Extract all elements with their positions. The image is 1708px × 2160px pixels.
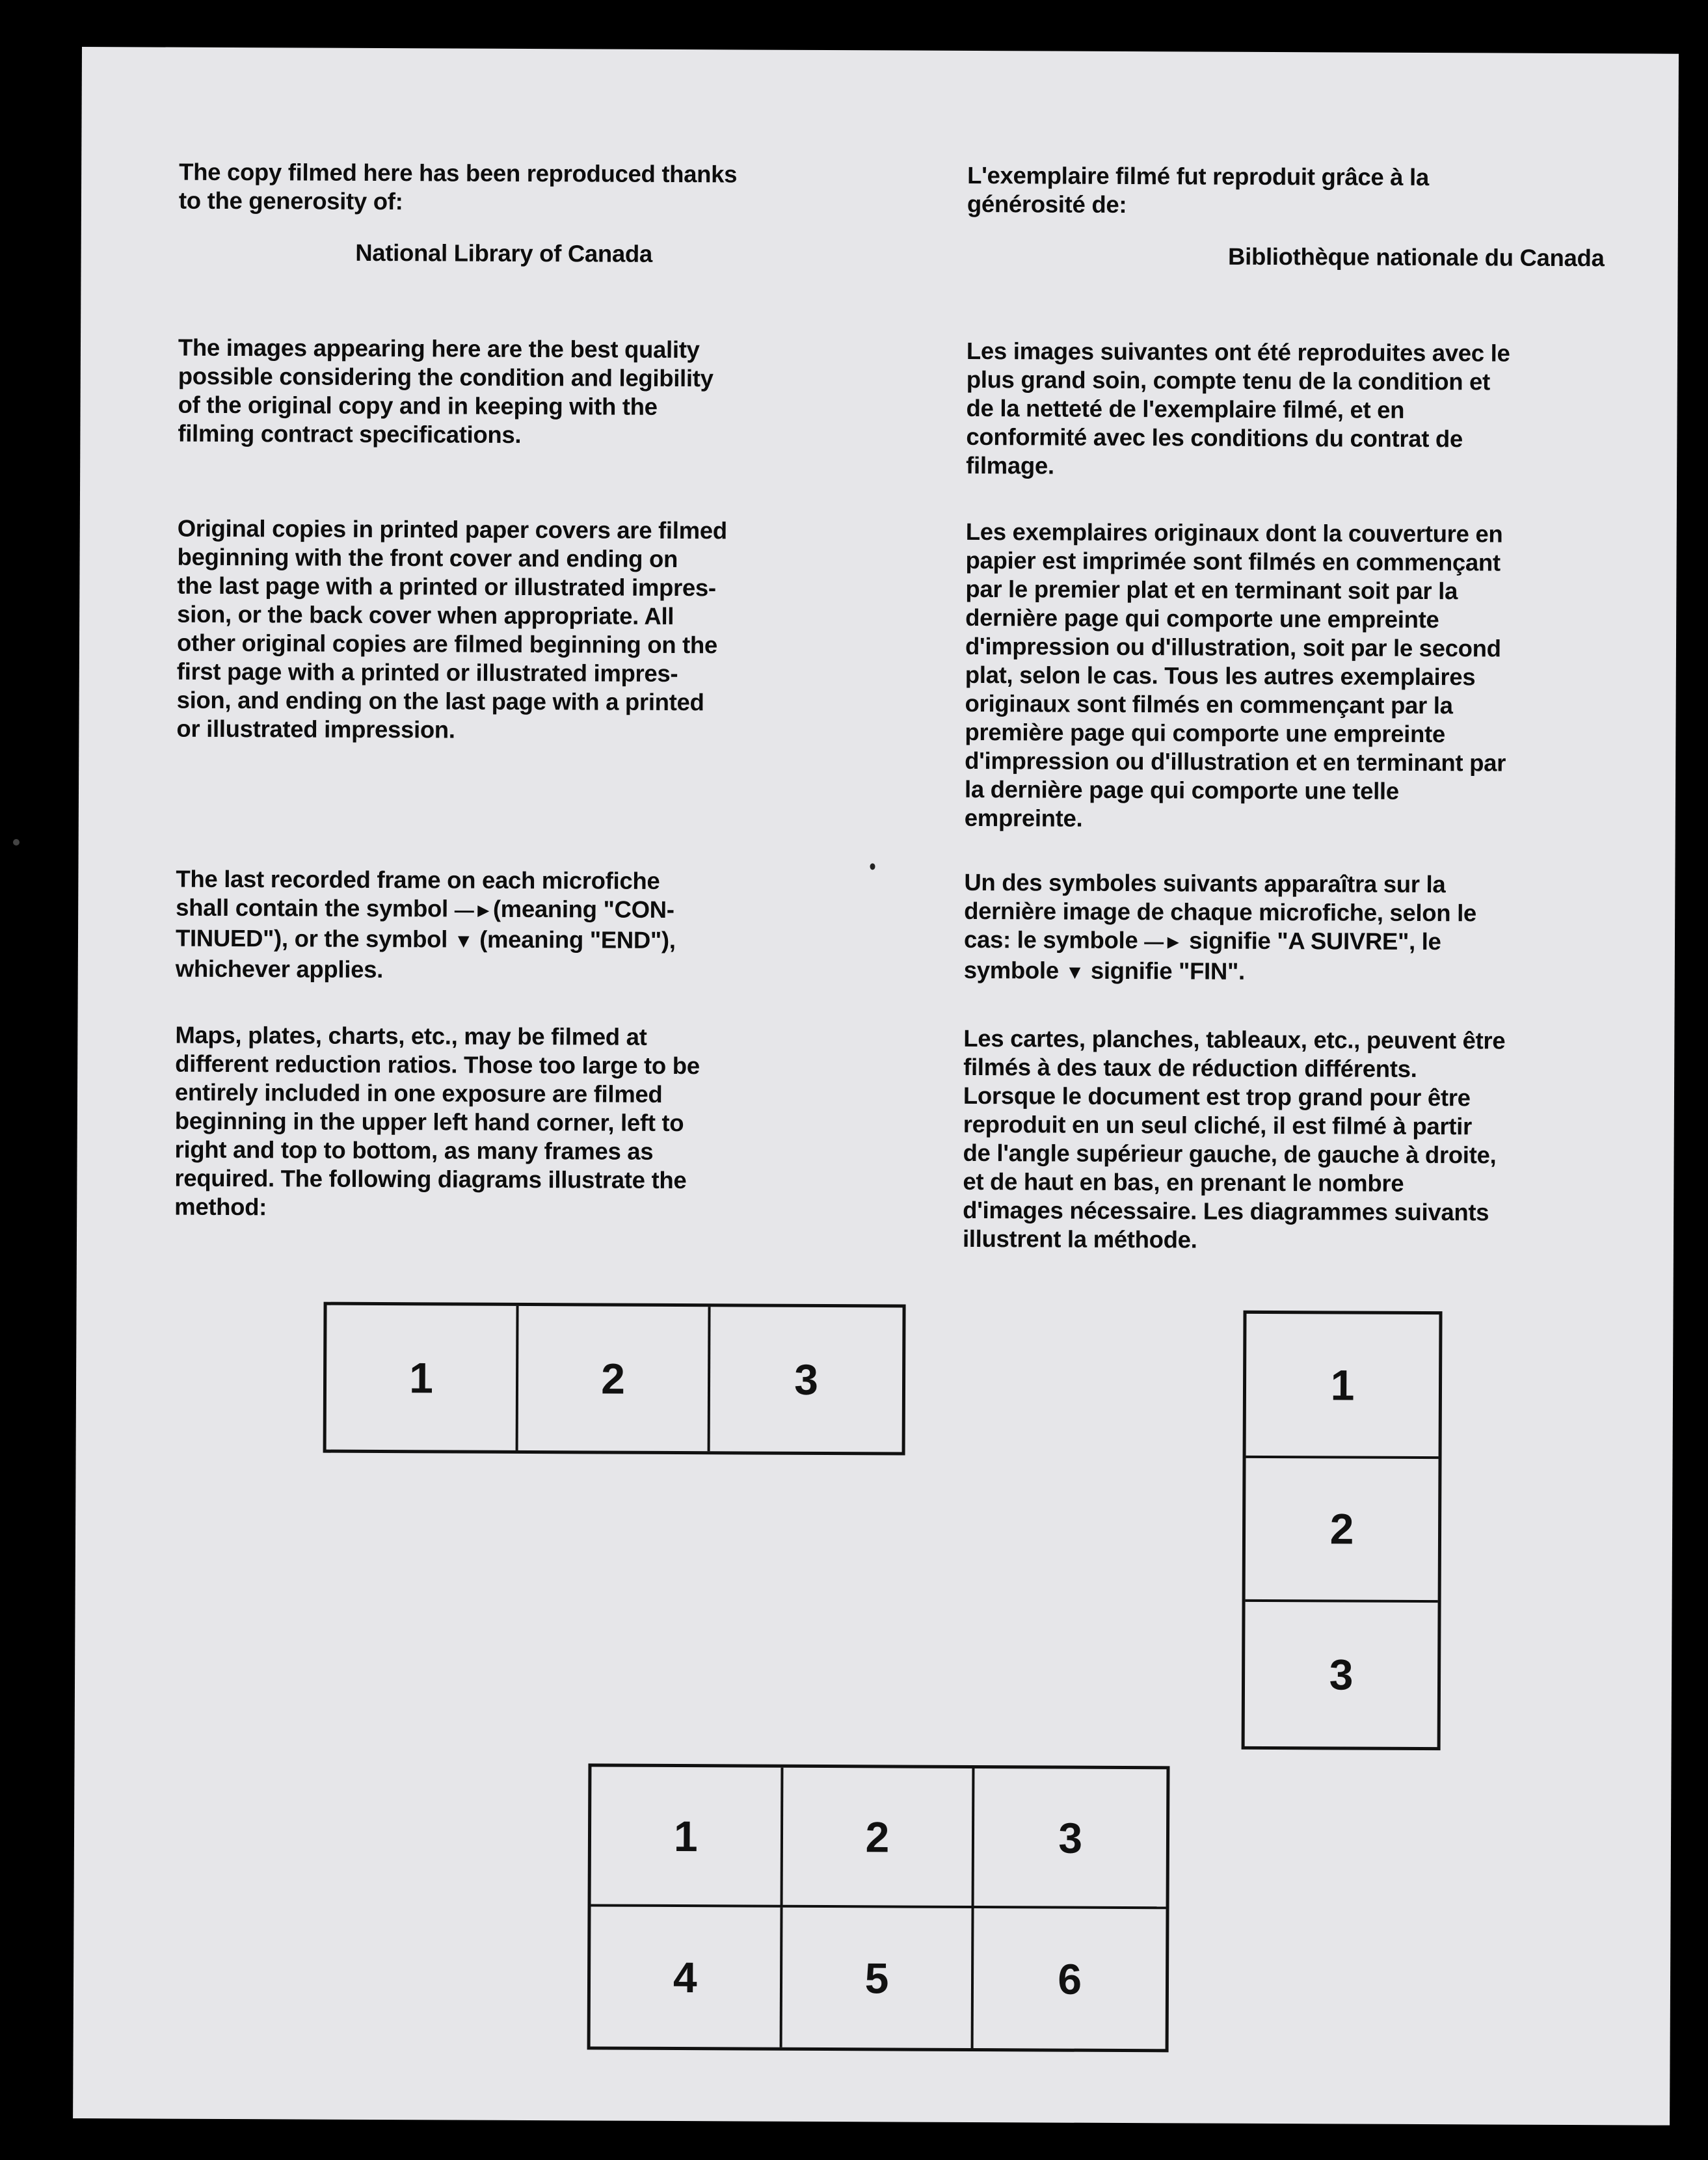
frame-cell: 1 bbox=[591, 1767, 784, 1907]
right-symbol-text bbox=[964, 868, 1602, 989]
diagram-three-down bbox=[1242, 1311, 1443, 1750]
right-maps-method-text: Les cartes, planches, tableaux, etc., peuvent être filmés à des taux de réduction différents. Lorsque le document est trop grand pour être reproduit en un seul cliché, il est filmé à partir de l'angle supérieur gauche, de gauche à droite, et de haut en bas, en prenant le nombre d'images nécessaire. Les diagrammes suivants illustrent la méthode. bbox=[962, 1024, 1506, 1253]
left-institution-name: National Library of Canada bbox=[355, 239, 653, 267]
diagram-three-across bbox=[323, 1302, 906, 1456]
frame-cell: 2 bbox=[518, 1306, 711, 1451]
frame-cell: 2 bbox=[782, 1768, 975, 1908]
frame-cell: 2 bbox=[1246, 1458, 1439, 1603]
left-image-quality-text: The images appearing here are the best quality possible considering the condition and legibility of the original copy and in keeping with the filming contract specifications. bbox=[178, 334, 714, 448]
continued-arrow-icon: —► bbox=[1144, 931, 1183, 953]
right-symbol-text-part3: signifie "FIN". bbox=[1084, 957, 1245, 985]
left-credit-intro: The copy filmed here has been reproduced thanks to the generosity of: bbox=[178, 158, 738, 215]
right-symbol-text-part1: Un des symboles suivants apparaîtra sur la dernière image de chaque microfiche, selon le cas: le symbole bbox=[963, 868, 1477, 954]
frame-cell: 1 bbox=[1246, 1314, 1439, 1459]
scan-speck bbox=[870, 863, 875, 870]
frame-cell: 3 bbox=[1329, 1650, 1354, 1699]
end-triangle-icon: ▼ bbox=[1065, 961, 1085, 983]
continued-arrow-icon: —► bbox=[454, 900, 493, 922]
left-symbol-text-part1: The last recorded frame on each microfiche shall contain the symbol bbox=[176, 865, 660, 922]
end-triangle-icon: ▼ bbox=[453, 930, 474, 952]
scan-speck bbox=[13, 839, 20, 846]
left-symbol-text-part2: (meaning "CON- TINUED"), or the symbol bbox=[175, 895, 674, 953]
scanned-page bbox=[73, 47, 1679, 2126]
frame-cell: 3 bbox=[974, 1768, 1167, 1909]
frame-cell: 6 bbox=[1058, 1954, 1082, 2003]
right-credit-intro: L'exemplaire filmé fut reproduit grâce à la générosité de: bbox=[967, 161, 1430, 219]
frame-cell: 1 bbox=[327, 1305, 519, 1450]
right-institution-name: Bibliothèque nationale du Canada bbox=[1228, 243, 1605, 272]
left-filming-order-text: Original copies in printed paper covers are filmed beginning with the front cover and ending on the last page with a printed or illustrated impres- sion, or the back cover when appropriate. All other original copies are filmed beginning on the first page with a printed or illustrated impres- sion, and ending on the last page with a printed or illustrated impression. bbox=[176, 514, 727, 743]
right-filming-order-text: Les exemplaires originaux dont la couverture en papier est imprimée sont filmés en commençant par le premier plat et en terminant soit par la dernière page qui comporte une empreinte d'impression ou d'illustration, soit par le second plat, selon le cas. Tous les autres exemplaires originaux sont filmés en commençant par la première page qui comporte une empreinte d'impression ou d'illustration et en terminant par la dernière page qui comporte une telle empreinte. bbox=[964, 518, 1506, 832]
left-symbol-text-part3: (meaning "END"), whichever applies. bbox=[175, 926, 676, 983]
frame-cell: 3 bbox=[794, 1355, 819, 1404]
right-symbol-text-part2: signifie "A SUIVRE", le symbole bbox=[963, 927, 1441, 984]
diagram-six-grid bbox=[587, 1763, 1170, 2052]
left-symbol-text bbox=[176, 865, 827, 986]
frame-cell: 4 bbox=[591, 1906, 783, 2047]
right-image-quality-text: Les images suivantes ont été reproduites avec le plus grand soin, compte tenu de la condition et de la netteté de l'exemplaire filmé, et en conformité avec les conditions du contrat de filmage. bbox=[966, 337, 1510, 479]
frame-cell: 5 bbox=[782, 1908, 974, 2048]
left-maps-method-text: Maps, plates, charts, etc., may be filmed at different reduction ratios. Those too large to be entirely included in one exposure are filmed beginning in the upper left hand corner, left to right and top to bottom, as many frames as required. The following diagrams illustrate the method: bbox=[174, 1021, 700, 1221]
